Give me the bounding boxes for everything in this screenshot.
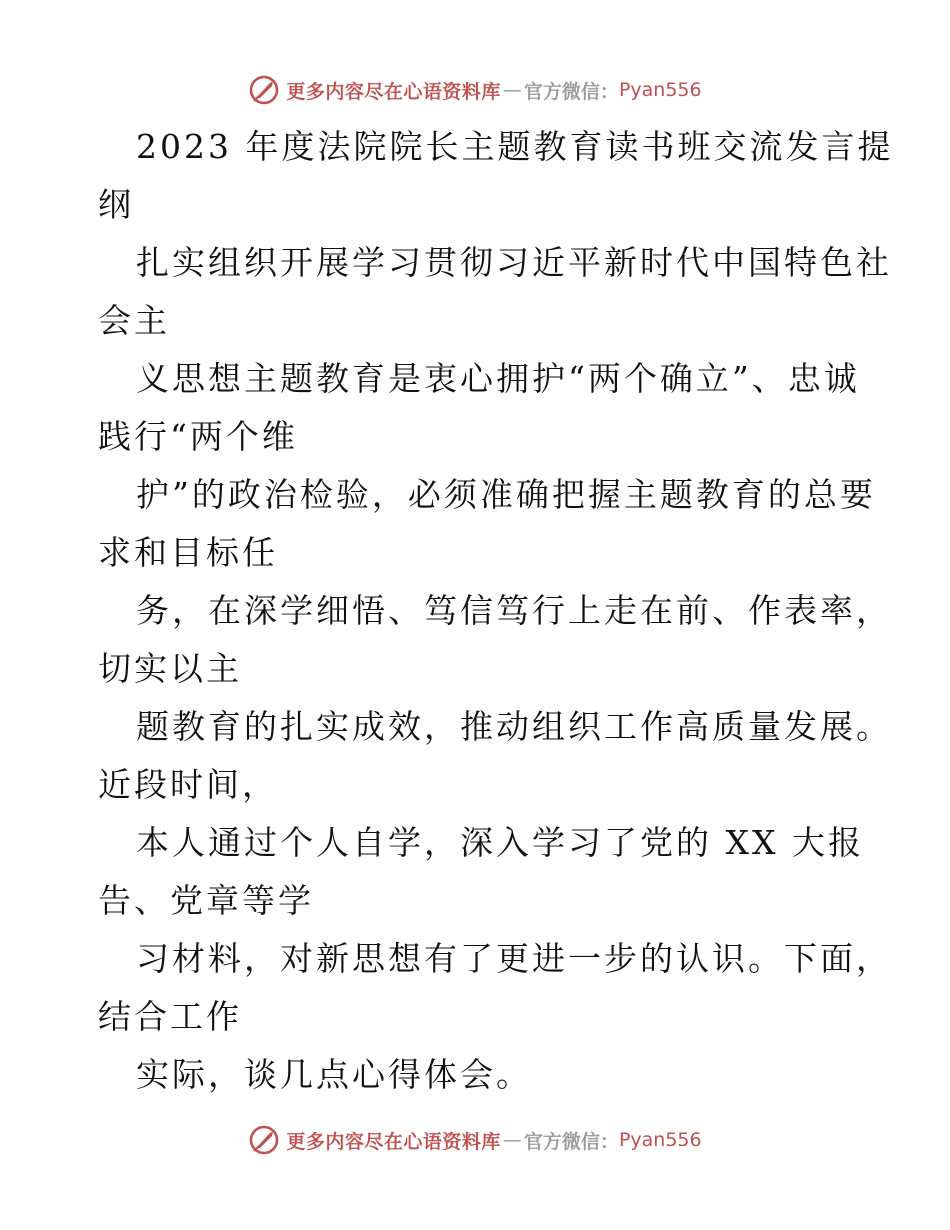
quill-logo-icon	[248, 74, 280, 106]
doc-line: 近段时间，	[98, 765, 278, 804]
quill-logo-icon	[248, 1124, 280, 1156]
banner-wechat-label: 官方微信：	[523, 1130, 619, 1153]
doc-line: 求和目标任	[98, 533, 278, 572]
banner-dash: —	[502, 79, 522, 101]
banner-dash: —	[502, 1129, 522, 1151]
doc-line: 扎实组织开展学习贯彻习近平新时代中国特色社	[136, 243, 892, 282]
doc-title-line-2: 纲	[98, 185, 134, 224]
banner-wechat-handle: Pyan556	[618, 1129, 702, 1151]
doc-line: 践行“两个维	[98, 417, 298, 456]
doc-line: 题教育的扎实成效，推动组织工作高质量发展。	[136, 707, 892, 746]
document-body	[98, 118, 894, 1104]
doc-line: 会主	[98, 301, 170, 340]
doc-line: 切实以主	[98, 649, 242, 688]
banner-wechat-handle: Pyan556	[618, 79, 702, 101]
banner-slogan: 更多内容尽在心语资料库	[286, 1130, 501, 1153]
banner-wechat-label: 官方微信：	[523, 80, 619, 103]
doc-line: 义思想主题教育是衷心拥护“两个确立”、忠诚	[136, 359, 860, 398]
doc-line: 护”的政治检验，必须准确把握主题教育的总要	[136, 475, 876, 514]
doc-title-line-1: 2023 年度法院院长主题教育读书班交流发言提	[136, 127, 894, 166]
doc-line: 习材料，对新思想有了更进一步的认识。下面，	[136, 939, 892, 978]
header-banner	[0, 70, 950, 110]
doc-line: 实际，谈几点心得体会。	[136, 1055, 532, 1094]
doc-line: 务，在深学细悟、笃信笃行上走在前、作表率，	[136, 591, 892, 630]
banner-slogan: 更多内容尽在心语资料库	[286, 80, 501, 103]
footer-banner	[0, 1120, 950, 1160]
doc-line: 结合工作	[98, 997, 242, 1036]
doc-line: 告、党章等学	[98, 881, 314, 920]
doc-line: 本人通过个人自学，深入学习了党的 XX 大报	[136, 823, 864, 862]
